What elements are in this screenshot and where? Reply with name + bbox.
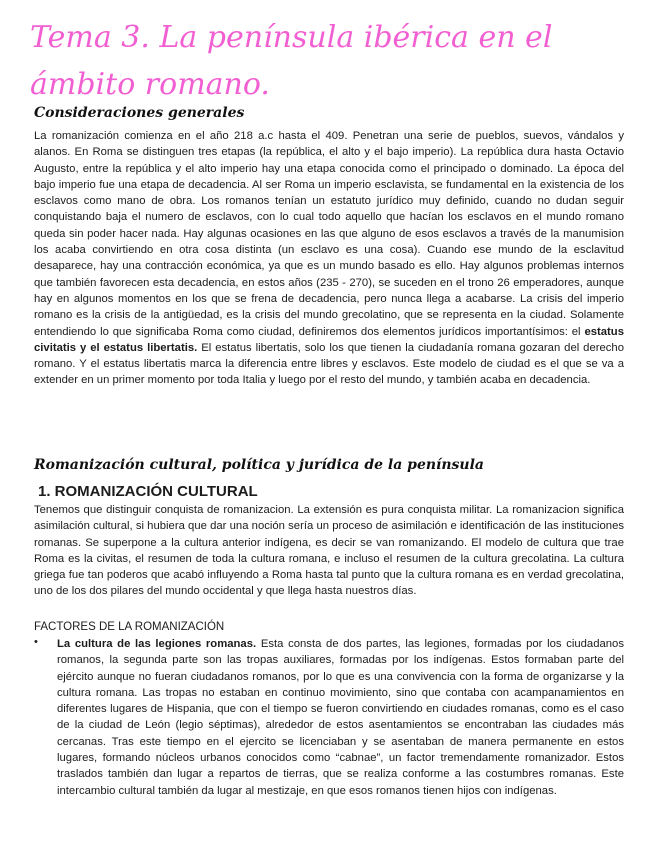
- bullet-marker: •: [34, 636, 38, 648]
- list-item-text: [57, 636, 624, 799]
- paragraph-cultural-romanization: Tenemos que distinguir conquista de romanizacion. La extensión es pura conquista militar. La romanizacion significa asimilación cultural, si hubiera que dar una noción sería un proceso de asimilación e identificación de las instituciones romanas. Se superpone a la cultura anterior indígena, es decir se van romanizando. El modelo de cultura que trae Roma es la civitas, el resumen de toda la cultura romana, e incluso el resumen de la cultura grecolatina. La cultura griega fue tan poderos que acabó influyendo a Roma hasta tal punto que la cultura romana es en verdad grecolatina, uno de los dos pilares del mundo occidental y que llega hasta nuestros días.: [34, 504, 624, 598]
- paragraph-general-text-end: El estatus libertatis, solo los que tienen la ciudadanía romana gozaran del derecho romano. Y el estatus libertatis marca la diferencia entre libres y esclavos. Este modelo de ciudad es el que se va a extender en un primer momento por toda Italia y luego por el resto del mundo, y también acaba en decadencia.: [34, 341, 624, 387]
- section-heading-general: Consideraciones generales: [34, 105, 245, 121]
- bold-legal-terms: estatus civitatis y el estatus libertatis.: [34, 325, 624, 354]
- paragraph-general: [34, 128, 624, 389]
- list-item-title: La cultura de las legiones romanas.: [57, 638, 257, 650]
- factors-heading: FACTORES DE LA ROMANIZACIÓN: [34, 621, 225, 633]
- section-heading-romanization: Romanización cultural, política y jurídica de la península: [34, 457, 484, 473]
- document-title: Tema 3. La península ibérica en el ámbito romano.: [30, 20, 553, 102]
- list-item: [34, 636, 624, 799]
- paragraph-general-text: La romanización comienza en el año 218 a.c hasta el 409. Penetran una serie de pueblos, suevos, vándalos y alanos. En Roma se distinguen tres etapas (la república, el alto y el bajo imperio). La república dura hasta Octavio Augusto, entre la república y el alto imperio hay una etapa conocida como el principado o dominado. La época del bajo imperio fue una etapa de decadencia. Al ser Roma un imperio esclavista, se fundamental en la existencia de los esclavos como mano de obra. Los romanos tenían un estatuto jurídico muy definido, cuando no dudan seguir conquistando baja el numero de esclavos, con lo cual todo aquello que hacían los esclavos en el mundo romano queda sin poder hacer nada. Hay algunas ocasiones en las que alguno de esos esclavos a través de la manumision los acaba convirtiendo en otra cosa distinta (un esclavo es una cosa). Cuando ese mundo de la esclavitud desaparece, hay una contracción económica, ya que es un mundo basado es ello. Hay algunos problemas internos que también favorecen esta decadencia, en estos años (235 - 270), se suceden en el trono 26 emperadores, aunque hay en algunos momentos en los que se frena de decadencia, pero nunca llega a acabarse. La crisis del imperio romano es la crisis de la antigüedad, es la crisis del mundo grecolatino, que se representa en la ciudad. Solamente entendiendo lo que significaba Roma como ciudad, definiremos dos elementos jurídicos importantísimos: el: [34, 130, 624, 338]
- list-item-body: Esta consta de dos partes, las legiones, formadas por los ciudadanos romanos, la segunda parte son las tropas auxiliares, formadas por los indígenas. Estos formaban parte del ejército aunque no fueran ciudadanos romanos, por lo que es una convivencia con la forma de organizarse y la cultura romana. Las tropas no estaban en continuo movimiento, sino que contaba con acampanamientos en diferentes lugares de Hispania, que con el tiempo se fueron convirtiendo en ciudades romanas, como es el caso de la ciudad de León (legio séptimas), alrededor de estos asentamientos se encontraban las ciudades más cercanas. Tras este tiempo en el ejercito se licenciaban y se asentaban de manera permanente en estos lugares, formando núcleos urbanos conocidos como “cabnae”, un factor tremendamente romanizador. Estos traslados también dan lugar a repartos de tierras, que se realiza conforme a las costumbres romanas. Este intercambio cultural también da lugar al mestizaje, en que esos romanos tienen hijos con indígenas.: [57, 638, 624, 797]
- subheading-cultural-romanization: 1. ROMANIZACIÓN CULTURAL: [38, 483, 258, 500]
